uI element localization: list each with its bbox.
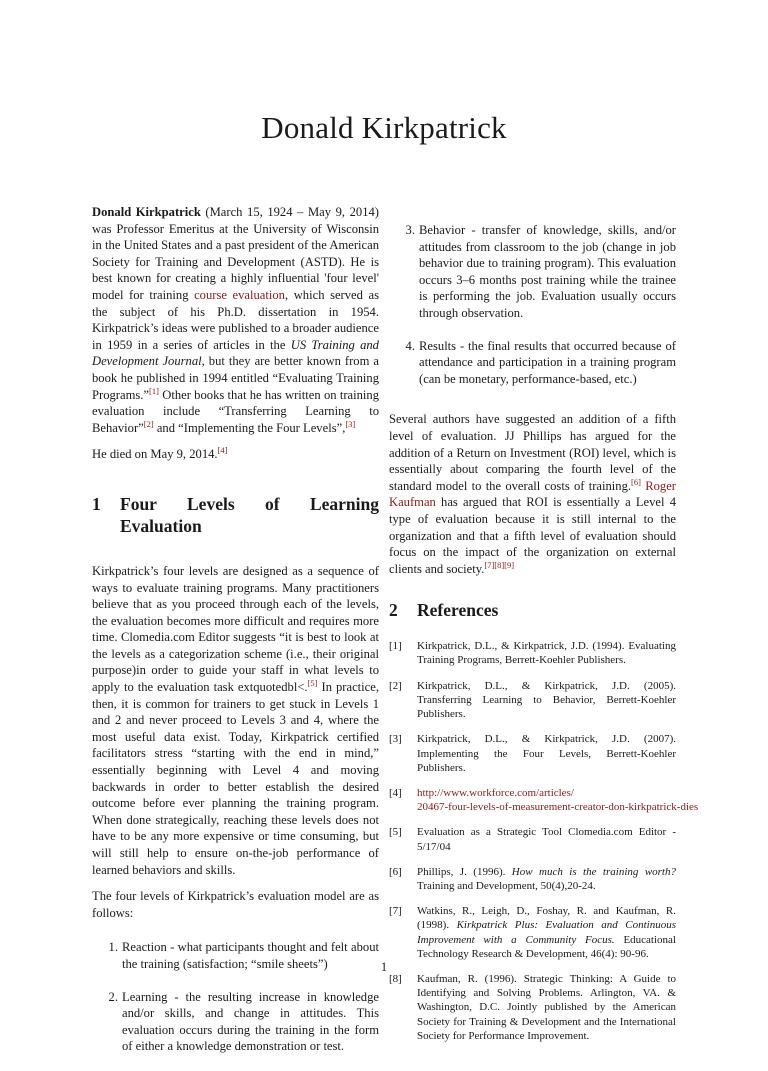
right-column [389,204,699,1054]
roger-kaufman-link[interactable]: Roger Kaufman [389,478,676,510]
section-heading-four-levels [92,493,379,537]
section-number: 2 [389,600,398,621]
reference-item: [8] Kaufman, R. (1996). Strategic Thinking: A Guide to Identifying and Solving Problems. Arlington, VA. & Washington, D.C. Jointly published by the American Society for Training & Development and the International Society for Performance Improvement. [389,972,676,1042]
levels-list-lead: The four levels of Kirkpatrick’s evaluation model are as follows: [92,889,379,920]
citation-link-1[interactable]: [1] [149,385,159,396]
reference-item: [1] Kirkpatrick, D.L., & Kirkpatrick, J.D. (1994). Evaluating Training Programs, Berrett-Koehler Publishers. [389,640,676,667]
course-evaluation-link[interactable]: course evaluation [194,287,285,302]
section-title: References [417,600,499,621]
fifth-level-paragraph: Several authors have suggested an addition of a fifth level of evaluation. JJ Phillips has argued for the addition of a Return on Investment (ROI) level, which is essentially about comparing the fourth level of the standard model to the overall costs of training.[6] Roger Kaufman has argued that ROI is essentially a Level 4 type of evaluation because it is still internal to the organization and that a fifth level of evaluation should focus on the impact of the organization on external clients and society.[7][8][9] [389,412,676,576]
page-title: Donald Kirkpatrick [261,110,507,145]
reference-item: [5] Evaluation as a Strategic Tool Clomedia.com Editor - 5/17/04 [389,826,676,853]
section-number: 1 [92,493,101,514]
subject-name: Donald Kirkpatrick [92,205,201,219]
section-heading-references [389,599,676,621]
references-list [389,639,699,1043]
reference-item: [2] Kirkpatrick, D.L., & Kirkpatrick, J.D. (2005). Transferring Learning to Behavior, Berrett-Koehler Publishers. [389,679,676,721]
list-item: 4. Results - the final results that occurred because of attendance and participation in a training program (can be monetary, performance-based, etc.) [405,338,676,386]
page-number: 1 [380,960,388,974]
death-paragraph: He died on May 9, 2014.[4] [92,445,228,462]
reference-item: [3] Kirkpatrick, D.L., & Kirkpatrick, J.D. (2007). Implementing the Four Levels, Berrett-Koehler Publishers. [389,733,676,774]
levels-list-continued [389,222,676,387]
citation-link-4[interactable]: [4] [217,445,228,456]
levels-intro-paragraph: Kirkpatrick’s four levels are designed as a sequence of ways to evaluate training programs. Many practitioners believe that as you proceed through each of the levels, the evaluation becomes more difficult and requires more time. Clomedia.com Editor suggests “it is best to look at the levels as a categorization scheme (i.e., their original purpose)in order to guide your staff in what levels to apply to the evaluation task extquotedbl<.[5] In practice, then, it is common for trainers to get stuck in Levels 1 and 2 and never proceed to Levels 3 and 4, where the most useful data exist. Today, Kirkpatrick certified facilitators stress “starting with the end in mind,” essentially beginning with Level 4 and moving backwards in order to better establish the desired outcome before ever planning the training program. When done strategically, reaching these levels does not have to be any more expensive or time consuming, but will still help to ensure on-the-job performance of learned behaviors and skills. [92,563,379,877]
intro-paragraph: Donald Kirkpatrick (March 15, 1924 – May 9, 2014) was Professor Emeritus at the University of Wisconsin in the United States and a past president of the American Society for Training and Development (ASTD). He is best known for creating a highly influential 'four level' model for training course evaluation, which served as the subject of his Ph.D. dissertation in 1954. Kirkpatrick’s ideas were published to a broader audience in 1959 in a series of articles in the US Training and Development Journal, but they are better known from a book he published in 1994 entitled “Evaluating Training Programs.”[1] Other books that he has written on training evaluation include “Transferring Learning to Behavior”[2] and “Implementing the Four Levels”,[3] [92,205,379,435]
citation-links-7-8-9[interactable]: [7][8][9] [484,559,515,570]
reference-item: [7] Watkins, R., Leigh, D., Foshay, R. and Kaufman, R. (1998). Kirkpatrick Plus: Evaluation and Continuous Improvement with a Community Focus. Educational Technology Research & Development, 46(4): 90-96. [389,905,676,960]
citation-link-2[interactable]: [2] [143,418,154,429]
list-item: 1. Reaction - what participants thought and felt about the training (satisfaction; “smile sheets”) [108,940,379,971]
section-title: Four Levels of Learning Evaluation [120,493,379,536]
citation-link-5[interactable]: [5] [307,677,318,688]
list-item: 3. Behavior - transfer of knowledge, skills, and/or attitudes from classroom to the job (change in job behavior due to training program). This evaluation occurs 3–6 months post training while the trainee is performing the job. Evaluation usually occurs through observation. [405,223,676,320]
citation-link-6[interactable]: [6] [631,476,641,487]
workforce-url-link-cont[interactable]: 20467-four-levels-of-measurement-creator-don-kirkpatrick-dies [417,801,699,814]
reference-item: [6] Phillips, J. (1996). How much is the training worth? Training and Development, 50(4),20-24. [389,865,676,892]
workforce-url-link[interactable]: http://www.workforce.com/articles/ [417,786,574,799]
journal-title: US Training and Development Journal [92,337,379,369]
left-column [92,204,379,1071]
levels-list [92,939,379,1055]
citation-link-3[interactable]: [3] [345,418,356,429]
list-item: 2. Learning - the resulting increase in knowledge and/or skills, and change in attitudes. This evaluation occurs during the training in the form of either a knowledge demonstration or test. [108,989,379,1054]
reference-item: [4] http://www.workforce.com/articles/ 20467-four-levels-of-measurement-creator-don-kirkpatrick-dies [389,786,699,814]
